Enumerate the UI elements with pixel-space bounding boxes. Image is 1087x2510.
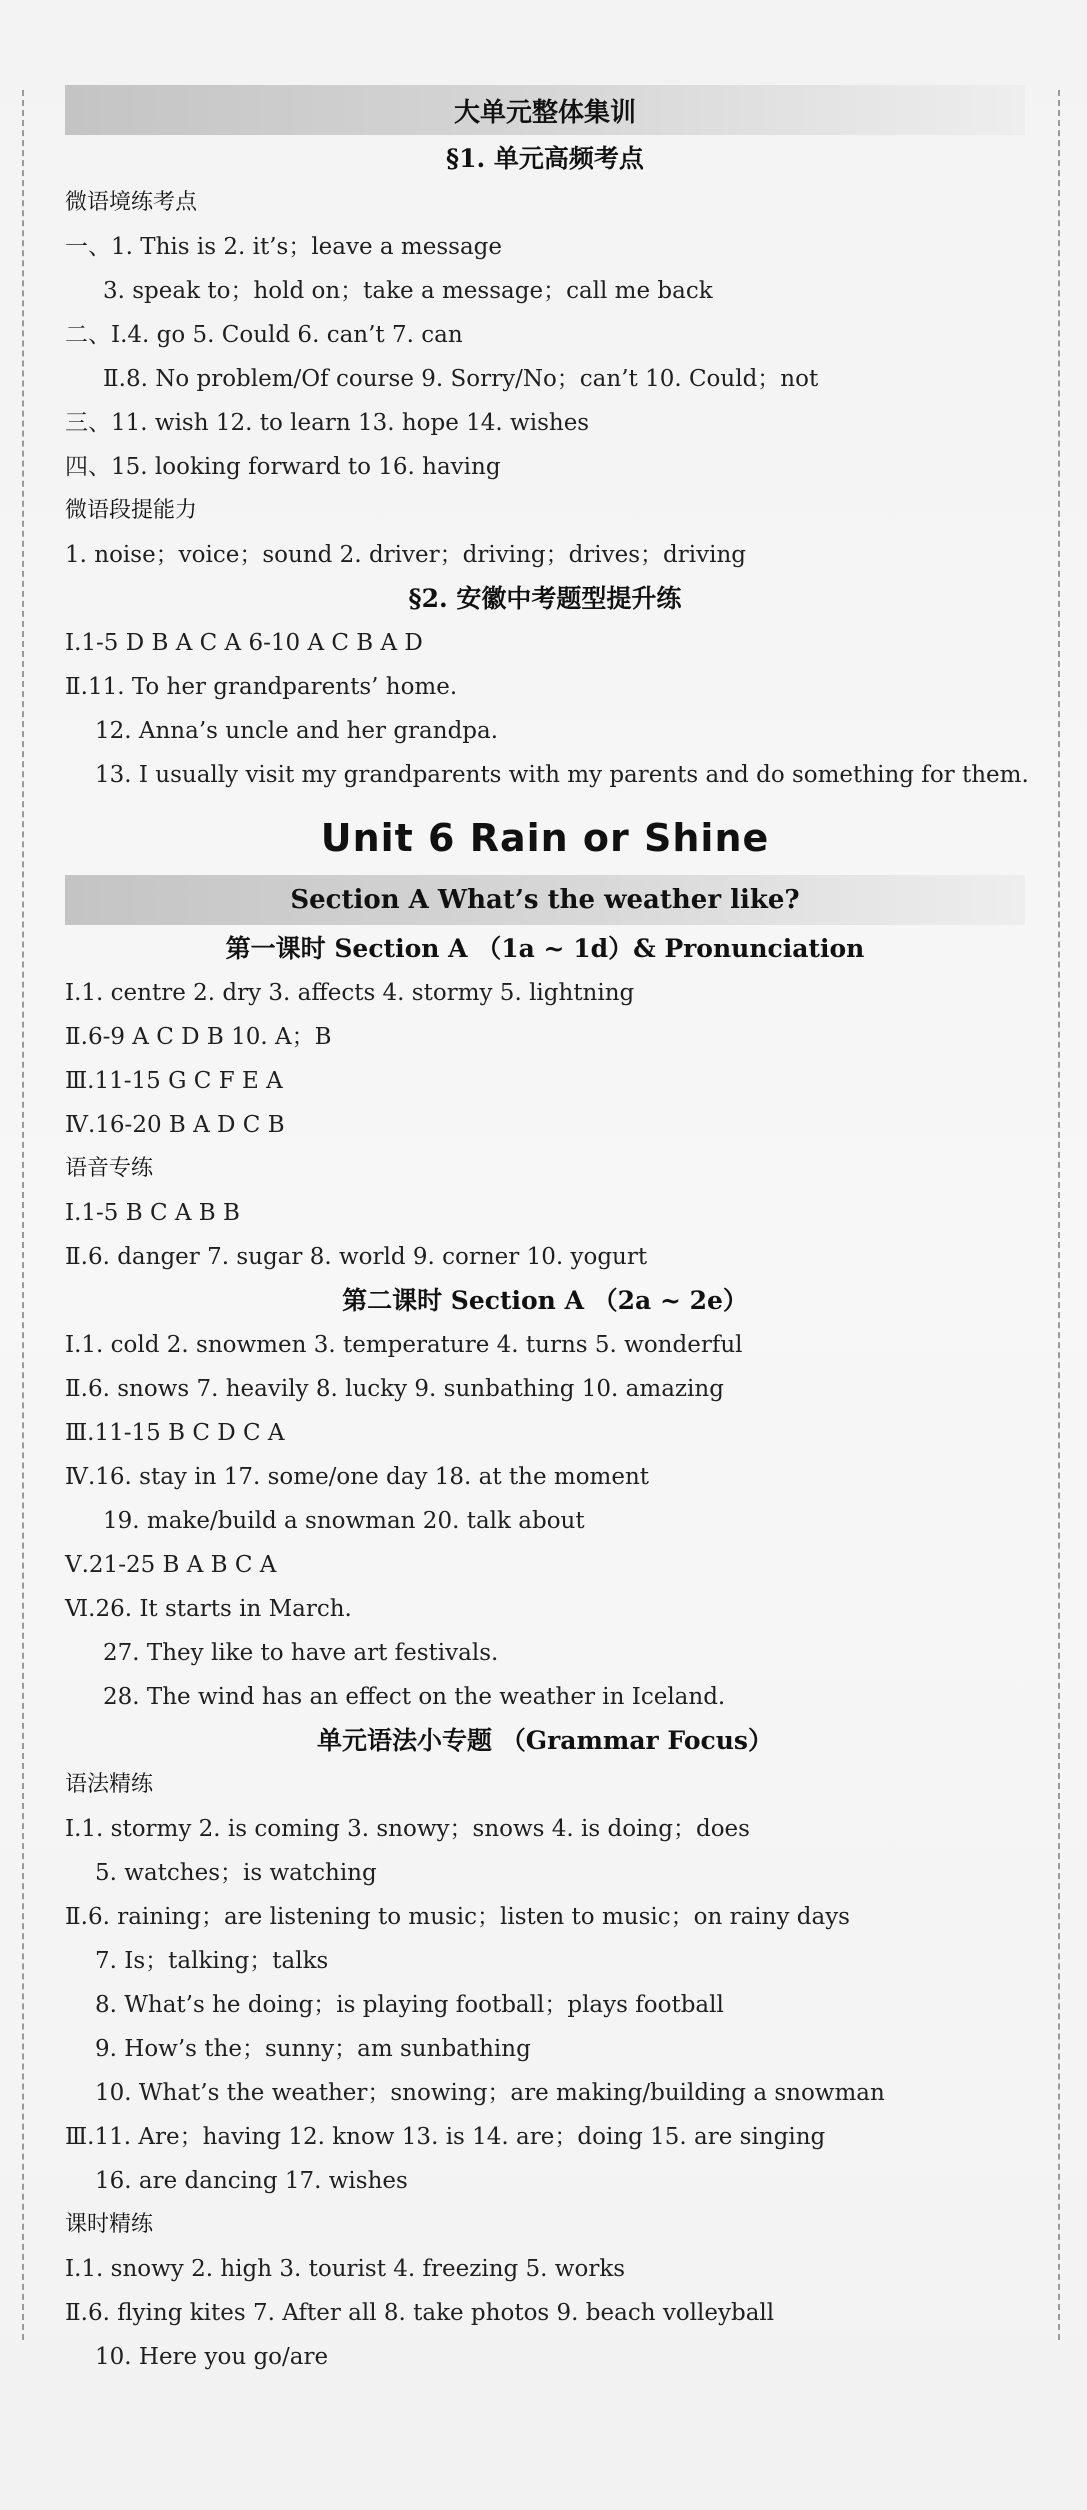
answer-line: Ⅲ.11-15 G C F E A: [65, 1068, 283, 1094]
answer-line: Ⅰ.1. stormy 2. is coming 3. snowy；snows 4. is doing；does: [65, 1816, 750, 1842]
answer-line: 13. I usually visit my grandparents with my parents and do something for them.: [95, 762, 1029, 788]
answer-line: Ⅰ.1-5 D B A C A 6-10 A C B A D: [65, 630, 423, 656]
answer-line: Ⅱ.11. To her grandparents’ home.: [65, 674, 458, 700]
answer-line: Ⅰ.1-5 B C A B B: [65, 1200, 240, 1226]
label-lesson-practice: 课时精练: [65, 2212, 154, 2237]
answer-line: Ⅳ.16. stay in 17. some/one day 18. at the moment: [65, 1464, 650, 1490]
answer-line: Ⅱ.8. No problem/Of course 9. Sorry/No；can’t 10. Could；not: [103, 366, 819, 392]
left-margin-dashed-line: [22, 90, 24, 2340]
answer-line: 9. How’s the；sunny；am sunbathing: [95, 2036, 531, 2062]
answer-line: 12. Anna’s uncle and her grandpa.: [95, 718, 499, 744]
answer-line: 28. The wind has an effect on the weather in Iceland.: [103, 1684, 726, 1710]
answer-line: 16. are dancing 17. wishes: [95, 2168, 408, 2194]
section-2-heading: §2. 安徽中考题型提升练: [408, 584, 682, 613]
answer-key-content: [65, 85, 1029, 2379]
answer-line: Ⅲ.11-15 B C D C A: [65, 1420, 285, 1446]
answer-line: Ⅳ.16-20 B A D C B: [65, 1112, 285, 1138]
grammar-focus-heading: 单元语法小专题 （Grammar Focus）: [317, 1726, 773, 1755]
answer-line: Ⅴ.21-25 B A B C A: [65, 1552, 277, 1578]
answer-line: 二、Ⅰ.4. go 5. Could 6. can’t 7. can: [65, 322, 463, 348]
answer-line: 27. They like to have art festivals.: [103, 1640, 499, 1666]
section-a-banner: Section A What’s the weather like?: [65, 875, 1025, 925]
lesson-1-heading: 第一课时 Section A （1a ~ 1d）& Pronunciation: [225, 934, 865, 963]
answer-line: Ⅲ.11. Are；having 12. know 13. is 14. are；doing 15. are singing: [65, 2124, 826, 2150]
answer-line: 8. What’s he doing；is playing football；plays football: [95, 1992, 724, 2018]
answer-line: Ⅰ.1. cold 2. snowmen 3. temperature 4. turns 5. wonderful: [65, 1332, 743, 1358]
unit-title: Unit 6 Rain or Shine: [320, 816, 770, 860]
section-1-heading: §1. 单元高频考点: [446, 144, 644, 173]
label-pronunciation: 语音专练: [65, 1156, 154, 1181]
answer-line: 19. make/build a snowman 20. talk about: [103, 1508, 585, 1534]
right-margin-dashed-line: [1058, 90, 1060, 2340]
answer-line: 1. noise；voice；sound 2. driver；driving；drives；driving: [65, 542, 747, 568]
answer-line: Ⅰ.1. centre 2. dry 3. affects 4. stormy 5. lightning: [65, 980, 635, 1006]
answer-line: 5. watches；is watching: [95, 1860, 377, 1886]
answer-line: Ⅱ.6. flying kites 7. After all 8. take photos 9. beach volleyball: [65, 2300, 775, 2326]
answer-line: Ⅰ.1. snowy 2. high 3. tourist 4. freezing 5. works: [65, 2256, 626, 2282]
unit-review-banner: 大单元整体集训: [65, 85, 1025, 135]
label-micro-context: 微语境练考点: [65, 190, 198, 215]
answer-line: 一、1. This is 2. it’s；leave a message: [65, 234, 503, 260]
answer-line: 10. What’s the weather；snowing；are making/building a snowman: [95, 2080, 885, 2106]
answer-line: 3. speak to；hold on；take a message；call me back: [103, 278, 713, 304]
answer-line: Ⅵ.26. It starts in March.: [65, 1596, 352, 1622]
lesson-2-heading: 第二课时 Section A （2a ~ 2e）: [342, 1286, 748, 1315]
answer-line: Ⅱ.6-9 A C D B 10. A；B: [65, 1024, 332, 1050]
answer-line: 三、11. wish 12. to learn 13. hope 14. wishes: [65, 410, 590, 436]
label-micro-paragraph: 微语段提能力: [65, 498, 198, 523]
answer-line: 10. Here you go/are: [95, 2344, 329, 2370]
answer-line: Ⅱ.6. danger 7. sugar 8. world 9. corner 10. yogurt: [65, 1244, 648, 1270]
answer-line: Ⅱ.6. raining；are listening to music；listen to music；on rainy days: [65, 1904, 850, 1930]
answer-line: 7. Is；talking；talks: [95, 1948, 329, 1974]
label-grammar-practice: 语法精练: [65, 1772, 154, 1797]
answer-line: 四、15. looking forward to 16. having: [65, 454, 501, 480]
answer-line: Ⅱ.6. snows 7. heavily 8. lucky 9. sunbathing 10. amazing: [65, 1376, 724, 1402]
